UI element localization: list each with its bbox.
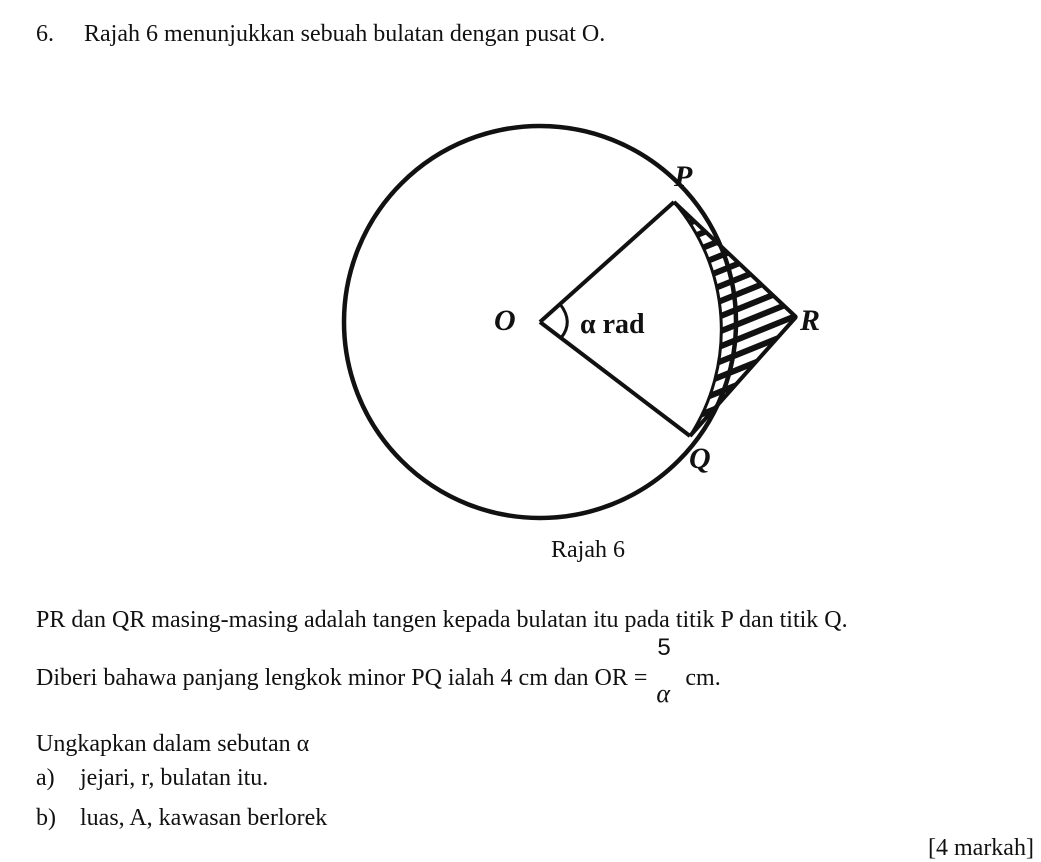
figure-caption: Rajah 6 [551, 537, 625, 563]
angle-arc [560, 304, 567, 338]
marks-label: [4 markah] [928, 835, 1034, 861]
angle-label: α rad [580, 309, 645, 340]
given-prefix: Diberi bahawa panjang lengkok minor PQ ialah 4 cm dan OR = [36, 665, 648, 691]
instruction: Ungkapkan dalam sebutan α [36, 731, 310, 757]
label-r: R [800, 304, 821, 337]
part-a [36, 764, 268, 792]
part-b-label: b) [36, 805, 56, 831]
given-statement [36, 634, 721, 708]
given-suffix: cm. [685, 665, 721, 691]
label-p: P [674, 160, 693, 193]
part-b-text: luas, A, kawasan berlorek [80, 805, 328, 831]
label-q: Q [689, 442, 711, 475]
question-intro-text: Rajah 6 menunjukkan sebuah bulatan dengan pusat O. [84, 21, 606, 47]
fraction-denominator: α [656, 679, 671, 708]
part-b [36, 804, 327, 832]
question-number: 6. [36, 21, 54, 47]
tangent-statement: PR dan QR masing-masing adalah tangen kepada bulatan itu pada titik P dan titik Q. [36, 607, 848, 633]
part-a-label: a) [36, 765, 55, 791]
label-o: O [494, 304, 516, 337]
part-a-text: jejari, r, bulatan itu. [80, 765, 269, 791]
fraction-numerator: 5 [657, 634, 671, 661]
fraction-5-over-alpha [653, 634, 679, 708]
